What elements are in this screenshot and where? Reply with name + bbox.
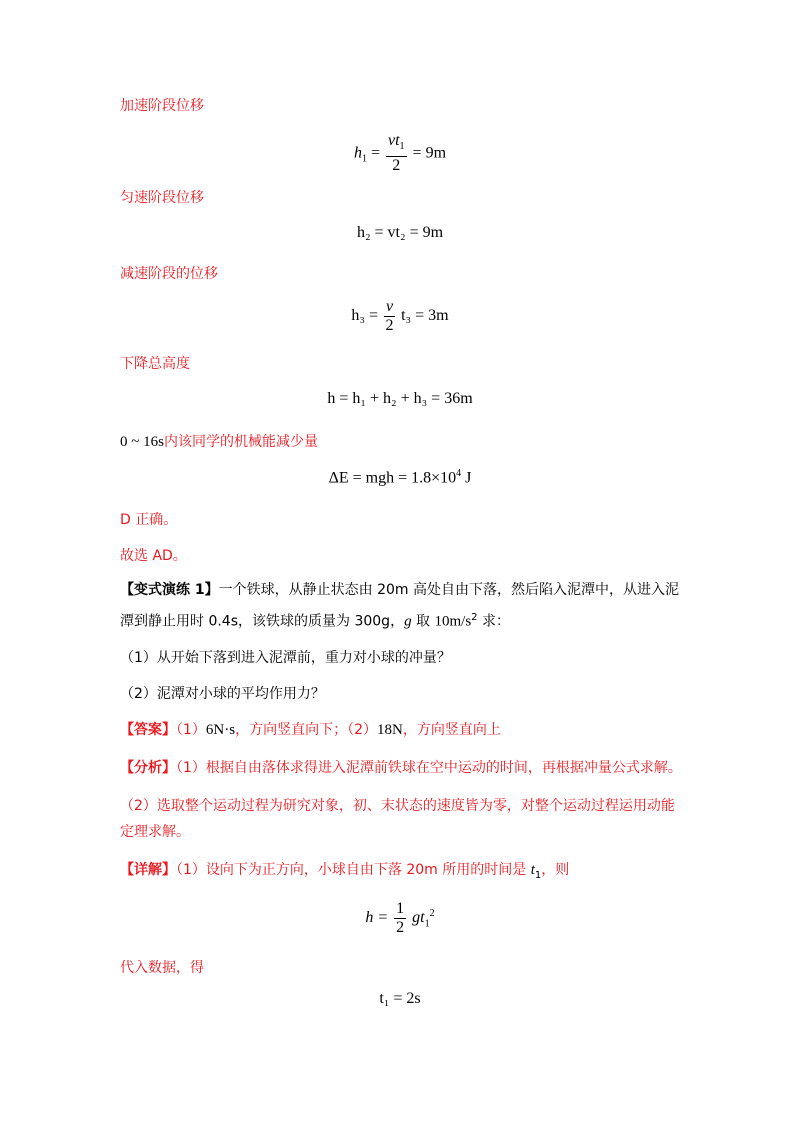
question-1: （1）从开始下落到进入泥潭前，重力对小球的冲量？ [120, 650, 451, 666]
eq1-fraction [386, 132, 407, 175]
d-correct: D 正确。 [120, 512, 178, 528]
eq5-sup: 4 [456, 468, 462, 479]
eq5-unit: J [461, 469, 472, 487]
eq1-rhs: = 9m [412, 144, 447, 162]
eq6-lhs: h = [365, 909, 389, 927]
equation-accel: $h_1$ = $\frac{vt_1}{2}$ = 9m [353, 132, 447, 175]
exercise-text-2a: 潭到静止用时 0.4s，该铁球的质量为 300g， [120, 613, 405, 630]
eq1-den: 2 [392, 157, 401, 175]
detail-text-2: ，则 [541, 862, 570, 878]
eq3-lhs: h₃ = [351, 307, 378, 325]
eq3-num: v [386, 298, 394, 315]
eq1-num: vt [388, 132, 400, 149]
analysis-tag: 【分析】 [120, 760, 176, 776]
analysis-line-3: 定理求解。 [120, 824, 190, 840]
eq1-num-sub: 1 [399, 141, 405, 153]
gravity-symbol: g [404, 613, 412, 630]
eq3-den: 2 [385, 317, 394, 334]
detail-t-symbol: t [530, 862, 535, 878]
exercise-text-2f: 求： [477, 613, 510, 630]
exercise-line-1 [120, 580, 679, 600]
equation-energy [0, 468, 800, 487]
exercise-line-2 [120, 608, 510, 632]
answer-value-2: 18N [377, 722, 403, 738]
exercise-text-2c: 取 [411, 613, 435, 630]
substitute-line: 代入数据，得 [120, 960, 204, 976]
energy-label: 内该同学的机械能减少量 [163, 434, 318, 450]
gravity-sup: 2 [471, 612, 478, 623]
eq6-num: 1 [396, 900, 405, 917]
answer-value-1: 6N·s [205, 722, 236, 738]
eq6-den: 2 [396, 919, 405, 936]
eq1-lhs-sub: 1 [361, 153, 367, 165]
detail-line-1 [120, 860, 569, 886]
eq6-rhs: gt [412, 909, 425, 927]
decel-label: 减速阶段的位移 [120, 266, 218, 282]
detail-tag: 【详解】 [120, 862, 176, 878]
equation-time: t₁ = 2s [379, 990, 421, 1007]
exercise-text-1: 一个铁球，从静止状态由 20m 高处自由下落，然后陷入泥潭中，从进入泥 [218, 582, 679, 598]
choose-answer: 故选 AD。 [120, 548, 187, 564]
equation-uniform: h₂ = vt₂ = 9m [356, 224, 444, 241]
equation-decel [0, 298, 800, 335]
detail-t-sub: 1 [534, 869, 542, 881]
answer-p3: ，方向竖直向上 [402, 722, 501, 738]
eq6-rhs-sub: 1 [424, 918, 430, 930]
eq6-fraction [394, 900, 406, 937]
accel-label: 加速阶段位移 [120, 98, 204, 114]
eq6-rhs-sup: 2 [429, 907, 435, 919]
question-2: （2）泥潭对小球的平均作用力？ [120, 686, 325, 702]
answer-p2: ，方向竖直向下；（2） [235, 722, 378, 738]
energy-line [120, 432, 318, 452]
gravity-value: 10m/s [434, 613, 472, 630]
total-label: 下降总高度 [120, 356, 190, 372]
eq3-fraction [384, 298, 395, 335]
answer-line [120, 720, 501, 740]
detail-text-1: （1）设向下为正方向，小球自由下落 20m 所用的时间是 [176, 862, 531, 878]
equation-free-fall [0, 900, 800, 937]
equation-total: h = h₁ + h₂ + h₃ = 36m [327, 390, 473, 407]
exercise-tag: 【变式演练 1】 [120, 582, 219, 598]
eq1-lhs: h [353, 144, 362, 162]
analysis-text-1: （1）根据自由落体求得进入泥潭前铁球在空中运动的时间，再根据冲量公式求解。 [176, 760, 682, 776]
analysis-line-2: （2）选取整个运动过程为研究对象，初、末状态的速度皆为零，对整个运动过程运用动能 [120, 798, 675, 814]
answer-tag: 【答案】 [120, 722, 176, 738]
eq5-main: ΔE = mgh = 1.8×10 [328, 469, 457, 487]
analysis-line-1 [120, 758, 682, 778]
uniform-label: 匀速阶段位移 [120, 190, 204, 206]
eq3-rhs: t₃ = 3m [401, 307, 449, 325]
energy-prefix: 0 ~ 16s [120, 434, 164, 450]
answer-p1: （1） [176, 722, 206, 738]
